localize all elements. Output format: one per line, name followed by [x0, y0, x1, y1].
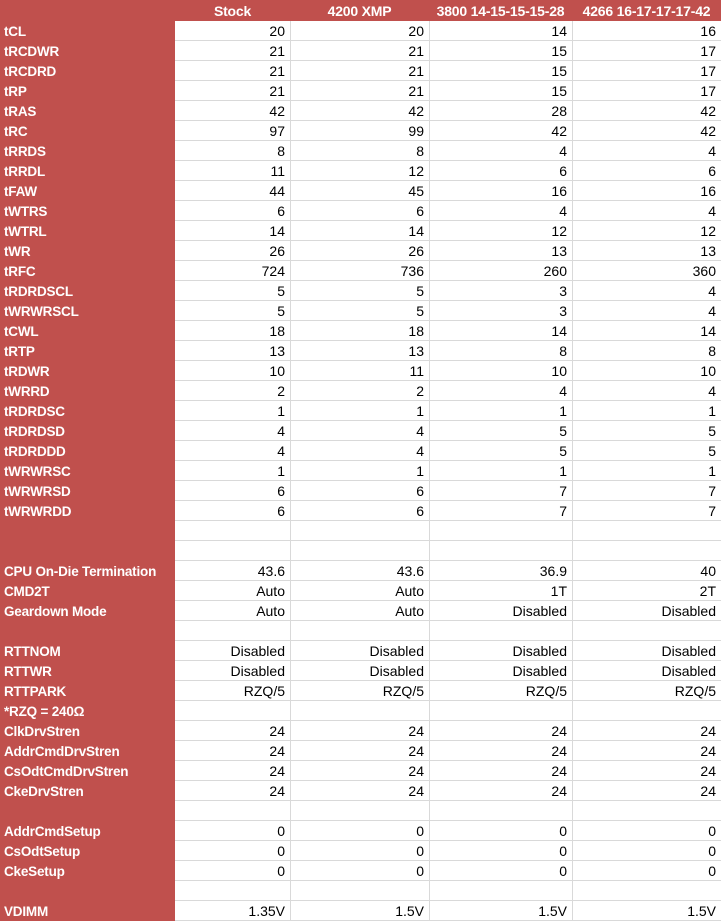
cell[interactable]: 20: [175, 21, 290, 41]
table-row: [0, 621, 721, 641]
row-label[interactable]: tWRWRDD: [0, 501, 175, 521]
row-label[interactable]: tWRWRSD: [0, 481, 175, 501]
cell[interactable]: 28: [429, 101, 572, 121]
cell[interactable]: Disabled: [175, 641, 290, 661]
column-header-stock[interactable]: Stock: [213, 2, 252, 19]
cell[interactable]: 42: [572, 101, 721, 121]
cell[interactable]: 4: [429, 381, 572, 401]
row-label[interactable]: tWR: [0, 241, 175, 261]
cell[interactable]: 7: [572, 481, 721, 501]
cell[interactable]: 18: [175, 321, 290, 341]
cell[interactable]: 0: [429, 821, 572, 841]
table-row: [0, 41, 721, 61]
table-row: [0, 801, 721, 821]
cell[interactable]: 16: [429, 181, 572, 201]
cell[interactable]: 736: [290, 261, 429, 281]
column-header-3800[interactable]: 3800 14-15-15-15-28: [436, 2, 565, 19]
cell[interactable]: 24: [572, 761, 721, 781]
cell[interactable]: 24: [429, 781, 572, 801]
cell[interactable]: 6: [429, 161, 572, 181]
cell[interactable]: 1: [429, 401, 572, 421]
cell[interactable]: 7: [572, 501, 721, 521]
cell[interactable]: 24: [572, 781, 721, 801]
cell[interactable]: 15: [429, 41, 572, 61]
row-label[interactable]: tRDRDSC: [0, 401, 175, 421]
cell[interactable]: Disabled: [290, 641, 429, 661]
row-label[interactable]: tCWL: [0, 321, 175, 341]
cell[interactable]: 1.5V: [572, 901, 721, 921]
cell[interactable]: 4: [290, 441, 429, 461]
table-row: [0, 221, 721, 241]
cell[interactable]: 7: [429, 501, 572, 521]
cell[interactable]: Auto: [290, 581, 429, 601]
row-label[interactable]: tRDRDDD: [0, 441, 175, 461]
cell[interactable]: 1: [290, 401, 429, 421]
table-row: [0, 101, 721, 121]
cell[interactable]: 3: [429, 301, 572, 321]
cell[interactable]: [429, 541, 572, 561]
cell[interactable]: 5: [429, 441, 572, 461]
cell[interactable]: Disabled: [572, 641, 721, 661]
row-label[interactable]: tWRWRSC: [0, 461, 175, 481]
cell[interactable]: 21: [175, 81, 290, 101]
cell[interactable]: 24: [429, 721, 572, 741]
row-label[interactable]: CsOdtSetup: [0, 841, 175, 861]
table-row: [0, 601, 721, 621]
cell[interactable]: 1: [175, 461, 290, 481]
cell[interactable]: [290, 701, 429, 721]
cell[interactable]: 4: [175, 441, 290, 461]
cell[interactable]: 21: [290, 61, 429, 81]
cell[interactable]: [290, 541, 429, 561]
cell[interactable]: 14: [175, 221, 290, 241]
cell[interactable]: 42: [572, 121, 721, 141]
cell[interactable]: 0: [175, 821, 290, 841]
cell[interactable]: 42: [429, 121, 572, 141]
cell[interactable]: 24: [290, 781, 429, 801]
cell[interactable]: [290, 881, 429, 901]
cell[interactable]: 42: [290, 101, 429, 121]
cell[interactable]: 17: [572, 41, 721, 61]
cell[interactable]: 5: [175, 301, 290, 321]
cell[interactable]: 24: [175, 761, 290, 781]
column-header-4200-xmp[interactable]: 4200 XMP: [327, 2, 392, 19]
cell[interactable]: 0: [572, 861, 721, 881]
cell[interactable]: 11: [175, 161, 290, 181]
cell[interactable]: [429, 881, 572, 901]
cell[interactable]: 24: [429, 761, 572, 781]
cell[interactable]: Auto: [175, 581, 290, 601]
cell[interactable]: 24: [175, 781, 290, 801]
cell[interactable]: [572, 621, 721, 641]
row-label[interactable]: tWTRS: [0, 201, 175, 221]
cell[interactable]: 0: [290, 821, 429, 841]
corner-cell: [0, 0, 175, 21]
cell[interactable]: 21: [290, 81, 429, 101]
row-label[interactable]: tRDRDSCL: [0, 281, 175, 301]
row-label[interactable]: AddrCmdSetup: [0, 821, 175, 841]
cell[interactable]: [572, 801, 721, 821]
cell[interactable]: 4: [572, 301, 721, 321]
row-label[interactable]: *RZQ = 240Ω: [0, 701, 175, 721]
cell[interactable]: 4: [572, 201, 721, 221]
cell[interactable]: [175, 541, 290, 561]
row-label[interactable]: CkeDrvStren: [0, 781, 175, 801]
cell[interactable]: 24: [429, 741, 572, 761]
row-label[interactable]: tFAW: [0, 181, 175, 201]
table-row: [0, 541, 721, 561]
cell[interactable]: 1: [175, 401, 290, 421]
row-label[interactable]: tRC: [0, 121, 175, 141]
cell[interactable]: 6: [290, 501, 429, 521]
cell[interactable]: 8: [290, 141, 429, 161]
table-row: [0, 321, 721, 341]
cell[interactable]: 1: [572, 401, 721, 421]
table-row: [0, 881, 721, 901]
cell[interactable]: 43.6: [175, 561, 290, 581]
table-row: [0, 481, 721, 501]
cell[interactable]: 24: [175, 741, 290, 761]
cell[interactable]: [175, 881, 290, 901]
cell[interactable]: 26: [290, 241, 429, 261]
cell[interactable]: 14: [429, 21, 572, 41]
table-row: [0, 121, 721, 141]
cell[interactable]: 13: [572, 241, 721, 261]
row-label[interactable]: CPU On-Die Termination: [0, 561, 175, 581]
cell[interactable]: 1.35V: [175, 901, 290, 921]
row-label[interactable]: tRCDWR: [0, 41, 175, 61]
cell[interactable]: 17: [572, 61, 721, 81]
table-row: [0, 781, 721, 801]
cell[interactable]: 36.9: [429, 561, 572, 581]
cell[interactable]: 1.5V: [290, 901, 429, 921]
cell[interactable]: 4: [572, 141, 721, 161]
cell[interactable]: 14: [429, 321, 572, 341]
cell[interactable]: 6: [290, 201, 429, 221]
row-label[interactable]: tRRDS: [0, 141, 175, 161]
cell[interactable]: 6: [175, 481, 290, 501]
table-row: [0, 181, 721, 201]
row-label[interactable]: AddrCmdDrvStren: [0, 741, 175, 761]
row-label[interactable]: RTTWR: [0, 661, 175, 681]
cell[interactable]: 0: [290, 861, 429, 881]
cell[interactable]: [429, 701, 572, 721]
row-label[interactable]: tWTRL: [0, 221, 175, 241]
table-row: [0, 81, 721, 101]
table-row: [0, 281, 721, 301]
cell[interactable]: 11: [290, 361, 429, 381]
cell[interactable]: 97: [175, 121, 290, 141]
table-row: [0, 641, 721, 661]
cell[interactable]: 724: [175, 261, 290, 281]
table-row: [0, 21, 721, 41]
cell[interactable]: 5: [429, 421, 572, 441]
table-row: [0, 301, 721, 321]
table-row: [0, 401, 721, 421]
cell[interactable]: Disabled: [175, 661, 290, 681]
table-row: [0, 461, 721, 481]
table-row: [0, 161, 721, 181]
cell[interactable]: 14: [290, 221, 429, 241]
cell[interactable]: 8: [175, 141, 290, 161]
cell[interactable]: 16: [572, 21, 721, 41]
cell[interactable]: 5: [572, 421, 721, 441]
table-row: [0, 701, 721, 721]
cell[interactable]: Auto: [175, 601, 290, 621]
row-label[interactable]: CkeSetup: [0, 861, 175, 881]
cell[interactable]: 44: [175, 181, 290, 201]
cell[interactable]: 0: [290, 841, 429, 861]
cell[interactable]: [572, 701, 721, 721]
cell[interactable]: Disabled: [290, 661, 429, 681]
table-row: [0, 241, 721, 261]
row-label[interactable]: Geardown Mode: [0, 601, 175, 621]
header-row: [0, 0, 721, 21]
row-label[interactable]: [0, 521, 175, 541]
cell[interactable]: 1.5V: [429, 901, 572, 921]
row-label[interactable]: [0, 881, 175, 901]
cell[interactable]: 4: [429, 201, 572, 221]
cell[interactable]: 1: [290, 461, 429, 481]
cell[interactable]: 24: [572, 721, 721, 741]
cell[interactable]: Disabled: [572, 661, 721, 681]
cell[interactable]: 6: [290, 481, 429, 501]
cell[interactable]: RZQ/5: [429, 681, 572, 701]
table-row: [0, 61, 721, 81]
cell[interactable]: 21: [175, 41, 290, 61]
table-row: [0, 381, 721, 401]
row-label[interactable]: [0, 621, 175, 641]
cell[interactable]: 10: [175, 361, 290, 381]
cell[interactable]: [429, 621, 572, 641]
cell[interactable]: 21: [175, 61, 290, 81]
cell[interactable]: 15: [429, 61, 572, 81]
row-label[interactable]: tWRWRSCL: [0, 301, 175, 321]
cell[interactable]: [290, 521, 429, 541]
table-row: [0, 841, 721, 861]
cell[interactable]: 10: [429, 361, 572, 381]
cell[interactable]: 45: [290, 181, 429, 201]
row-label[interactable]: CsOdtCmdDrvStren: [0, 761, 175, 781]
column-header-4266[interactable]: 4266 16-17-17-17-42: [582, 2, 711, 19]
cell[interactable]: 1: [572, 461, 721, 481]
table-row: [0, 721, 721, 741]
row-label[interactable]: RTTPARK: [0, 681, 175, 701]
cell[interactable]: 0: [175, 841, 290, 861]
row-label[interactable]: RTTNOM: [0, 641, 175, 661]
table-row: [0, 861, 721, 881]
cell[interactable]: 15: [429, 81, 572, 101]
cell[interactable]: Disabled: [429, 641, 572, 661]
cell[interactable]: 0: [429, 861, 572, 881]
table-row: [0, 821, 721, 841]
table-row: [0, 561, 721, 581]
cell[interactable]: [429, 801, 572, 821]
cell[interactable]: 20: [290, 21, 429, 41]
cell[interactable]: 4: [572, 281, 721, 301]
table-row: [0, 761, 721, 781]
cell[interactable]: [290, 621, 429, 641]
cell[interactable]: [572, 541, 721, 561]
cell[interactable]: 26: [175, 241, 290, 261]
table-row: [0, 521, 721, 541]
row-label[interactable]: tRDRDSD: [0, 421, 175, 441]
cell[interactable]: 2: [175, 381, 290, 401]
cell[interactable]: 2T: [572, 581, 721, 601]
cell[interactable]: 4: [175, 421, 290, 441]
cell[interactable]: 14: [572, 321, 721, 341]
row-label[interactable]: tRTP: [0, 341, 175, 361]
cell[interactable]: 42: [175, 101, 290, 121]
cell[interactable]: 18: [290, 321, 429, 341]
cell[interactable]: 24: [175, 721, 290, 741]
row-label[interactable]: ClkDrvStren: [0, 721, 175, 741]
cell[interactable]: 43.6: [290, 561, 429, 581]
table-row: [0, 341, 721, 361]
cell[interactable]: 17: [572, 81, 721, 101]
cell[interactable]: 13: [429, 241, 572, 261]
table-row: [0, 261, 721, 281]
table-row: [0, 201, 721, 221]
cell[interactable]: 5: [175, 281, 290, 301]
row-label[interactable]: tRDWR: [0, 361, 175, 381]
cell[interactable]: 5: [290, 301, 429, 321]
row-label[interactable]: CMD2T: [0, 581, 175, 601]
cell[interactable]: [429, 521, 572, 541]
cell[interactable]: 13: [290, 341, 429, 361]
table-row: [0, 441, 721, 461]
cell[interactable]: 12: [290, 161, 429, 181]
row-label[interactable]: tRAS: [0, 101, 175, 121]
cell[interactable]: [290, 801, 429, 821]
table-row: [0, 421, 721, 441]
cell[interactable]: 5: [290, 281, 429, 301]
row-label[interactable]: tCL: [0, 21, 175, 41]
cell[interactable]: Disabled: [429, 601, 572, 621]
table-row: [0, 681, 721, 701]
cell[interactable]: 24: [290, 741, 429, 761]
cell[interactable]: 6: [572, 161, 721, 181]
cell[interactable]: 1: [429, 461, 572, 481]
cell[interactable]: [175, 621, 290, 641]
cell[interactable]: 21: [290, 41, 429, 61]
row-label[interactable]: [0, 541, 175, 561]
cell[interactable]: RZQ/5: [175, 681, 290, 701]
cell[interactable]: RZQ/5: [290, 681, 429, 701]
row-label[interactable]: tWRRD: [0, 381, 175, 401]
cell[interactable]: 24: [290, 761, 429, 781]
table-body: [0, 21, 721, 921]
cell[interactable]: 6: [175, 201, 290, 221]
row-label[interactable]: tRP: [0, 81, 175, 101]
cell[interactable]: 8: [429, 341, 572, 361]
cell[interactable]: 40: [572, 561, 721, 581]
row-label[interactable]: tRCDRD: [0, 61, 175, 81]
table-row: [0, 741, 721, 761]
cell[interactable]: 8: [572, 341, 721, 361]
cell[interactable]: [175, 801, 290, 821]
cell[interactable]: 360: [572, 261, 721, 281]
cell[interactable]: 4: [290, 421, 429, 441]
table-row: [0, 361, 721, 381]
cell[interactable]: 260: [429, 261, 572, 281]
cell[interactable]: 6: [175, 501, 290, 521]
cell[interactable]: 16: [572, 181, 721, 201]
cell[interactable]: Disabled: [429, 661, 572, 681]
cell[interactable]: 0: [572, 841, 721, 861]
cell[interactable]: 3: [429, 281, 572, 301]
table-row: [0, 581, 721, 601]
cell[interactable]: Auto: [290, 601, 429, 621]
table-row: [0, 661, 721, 681]
cell[interactable]: 1T: [429, 581, 572, 601]
cell[interactable]: [572, 881, 721, 901]
cell[interactable]: 24: [572, 741, 721, 761]
cell[interactable]: 10: [572, 361, 721, 381]
cell[interactable]: [572, 521, 721, 541]
cell[interactable]: 13: [175, 341, 290, 361]
cell[interactable]: 12: [572, 221, 721, 241]
cell[interactable]: [175, 521, 290, 541]
cell[interactable]: 24: [290, 721, 429, 741]
table-row: [0, 901, 721, 921]
row-label[interactable]: VDIMM: [0, 901, 175, 921]
cell[interactable]: 12: [429, 221, 572, 241]
row-label[interactable]: [0, 801, 175, 821]
cell[interactable]: 4: [572, 381, 721, 401]
cell[interactable]: Disabled: [572, 601, 721, 621]
cell[interactable]: [175, 701, 290, 721]
cell[interactable]: RZQ/5: [572, 681, 721, 701]
row-label[interactable]: tRRDL: [0, 161, 175, 181]
row-label[interactable]: tRFC: [0, 261, 175, 281]
cell[interactable]: 0: [175, 861, 290, 881]
cell[interactable]: 7: [429, 481, 572, 501]
cell[interactable]: 2: [290, 381, 429, 401]
cell[interactable]: 99: [290, 121, 429, 141]
cell[interactable]: 4: [429, 141, 572, 161]
table-row: [0, 141, 721, 161]
cell[interactable]: 0: [429, 841, 572, 861]
table-row: [0, 501, 721, 521]
cell[interactable]: 5: [572, 441, 721, 461]
cell[interactable]: 0: [572, 821, 721, 841]
